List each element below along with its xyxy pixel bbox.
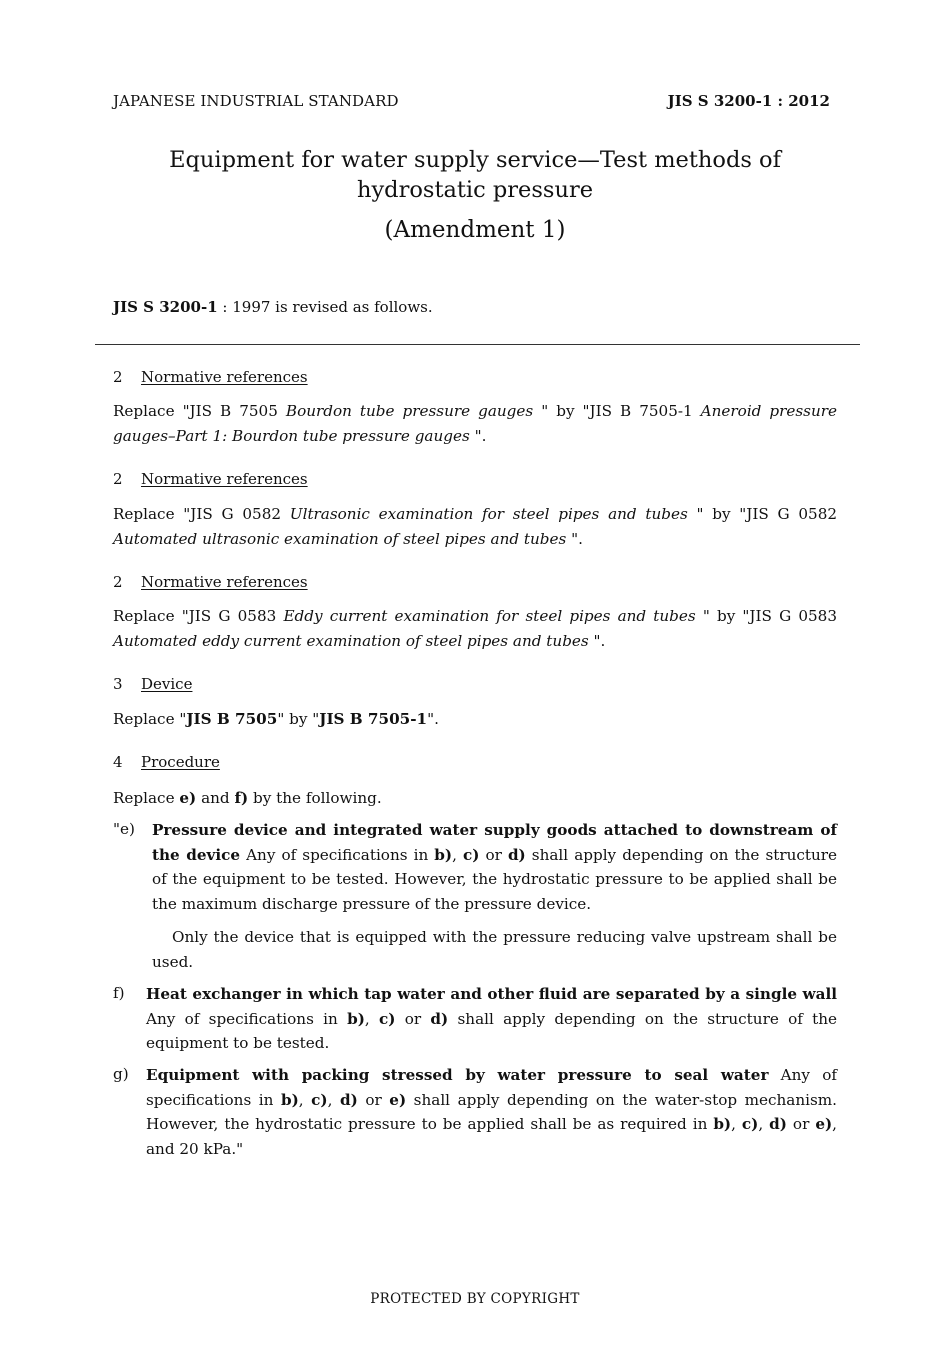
bold-reference: e) [179, 789, 197, 807]
list-item-body [146, 982, 837, 1056]
section-title: Procedure [141, 753, 220, 771]
italic-title: Bourdon tube pressure gauges [285, 402, 534, 420]
bold-reference: d) [769, 1115, 787, 1133]
section-number: 2 [113, 573, 123, 591]
section-heading [113, 368, 308, 386]
text-run: by the following. [248, 789, 382, 807]
revision-intro-text: : 1997 is revised as follows. [217, 298, 433, 316]
text-run: shall apply depending on the structure of the equipment to be tested. However, the hydrostatic pressure to be applied shall be the maximum discharge pressure of the pressure device. [152, 845, 838, 913]
section-title: Normative references [141, 573, 308, 591]
text-run: , [364, 1009, 379, 1028]
section-title: Normative references [141, 470, 308, 488]
section-paragraph [113, 707, 837, 732]
bold-reference: b) [713, 1115, 732, 1133]
bold-code: JIS B 7505-1 [319, 710, 428, 728]
text-run: " by "JIS G 0582 [687, 505, 838, 523]
divider-line [95, 344, 860, 345]
list-item-body [152, 818, 837, 916]
bold-reference: e) [815, 1115, 833, 1133]
bold-reference: c) [462, 845, 480, 864]
bold-reference: c) [311, 1090, 328, 1109]
text-run: Any of specifications in [240, 845, 435, 864]
item-heading: Heat exchanger in which tap water and other fluid are separated by a single wall [146, 985, 837, 1003]
text-run: , and 20 kPa." [146, 1115, 837, 1158]
text-run: , [731, 1115, 742, 1133]
text-run: ". [469, 426, 487, 445]
document-title-line1: Equipment for water supply service—Test methods of [169, 147, 781, 173]
italic-title: Eddy current examination for steel pipes and tubes [283, 607, 696, 625]
section-heading [113, 470, 308, 488]
section-heading [113, 573, 308, 591]
amendment-label: (Amendment 1) [384, 217, 566, 243]
text-run: , [452, 845, 463, 864]
standard-number-header: JIS S 3200-1 : 2012 [667, 92, 830, 110]
bold-reference: d) [507, 845, 526, 864]
italic-title: Automated ultrasonic examination of steel pipes and tubes [113, 529, 567, 548]
section-heading [113, 675, 192, 693]
text-run: ". [566, 529, 583, 548]
text-run: Replace " [113, 710, 187, 728]
text-run: ". [588, 631, 606, 650]
italic-title: Aneroid pressure gauges–Part 1: Bourdon tube pressure gauges [113, 402, 837, 445]
text-run: Any of specifications in [146, 1066, 837, 1109]
section-number: 2 [113, 368, 123, 386]
section-title: Normative references [141, 368, 308, 386]
italic-title: Ultrasonic examination for steel pipes and tubes [289, 505, 688, 523]
text-run: Replace "JIS G 0583 [113, 607, 284, 625]
text-run: Any of specifications in [146, 1009, 348, 1028]
text-run: , [298, 1090, 312, 1109]
section-number: 3 [113, 675, 123, 693]
list-item-label: "e) [113, 820, 135, 838]
text-run: or [395, 1009, 431, 1028]
text-run: Replace [113, 789, 180, 807]
bold-reference: b) [280, 1090, 299, 1109]
list-item-label: g) [113, 1065, 129, 1083]
standard-type-header: JAPANESE INDUSTRIAL STANDARD [113, 92, 399, 110]
bold-reference: e) [389, 1090, 407, 1109]
text-run: shall apply depending on the structure of the equipment to be tested. [146, 1009, 838, 1052]
list-item-label: f) [113, 984, 125, 1002]
text-run: or [357, 1090, 390, 1109]
bold-reference: b) [434, 845, 453, 864]
section-number: 4 [113, 753, 123, 771]
section-paragraph [113, 786, 837, 811]
bold-code: JIS B 7505 [186, 710, 278, 728]
text-run: " by "JIS G 0583 [695, 607, 838, 625]
text-run: shall apply depending on the water-stop mechanism. However, the hydrostatic pressure to be applied shall be as required in [146, 1090, 837, 1133]
document-title-line2: hydrostatic pressure [356, 177, 594, 203]
text-run: , [327, 1090, 340, 1109]
text-run: ". [427, 710, 439, 728]
text-run: and [196, 789, 235, 807]
revised-standard-code: JIS S 3200-1 [113, 298, 218, 316]
section-title: Device [141, 675, 193, 693]
section-number: 2 [113, 470, 123, 488]
revision-intro [113, 298, 433, 316]
text-run: or [786, 1115, 816, 1133]
text-run: " by " [277, 710, 320, 728]
list-item-note: Only the device that is equipped with the pressure reducing valve upstream shall be used. [152, 928, 837, 971]
text-run: or [479, 845, 508, 864]
item-heading: Equipment with packing stressed by water pressure to seal water [146, 1066, 769, 1084]
bold-reference: d) [339, 1090, 358, 1109]
section-paragraph [113, 399, 837, 448]
section-paragraph [113, 604, 837, 653]
item-heading: Pressure device and integrated water supply goods attached to downstream of the device [152, 821, 837, 864]
text-run: , [758, 1115, 770, 1133]
italic-title: Automated eddy current examination of steel pipes and tubes [113, 631, 589, 650]
text-run: Replace "JIS B 7505 [113, 402, 286, 420]
bold-reference: c) [741, 1115, 759, 1133]
bold-reference: f) [234, 789, 249, 807]
section-paragraph [113, 502, 837, 551]
text-run: " by "JIS B 7505-1 [533, 402, 701, 420]
text-run: Replace "JIS G 0582 [113, 505, 290, 523]
section-heading [113, 753, 220, 771]
bold-reference: b) [347, 1009, 365, 1028]
list-item-body [146, 1063, 837, 1161]
copyright-footer: PROTECTED BY COPYRIGHT [370, 1291, 580, 1307]
bold-reference: d) [430, 1009, 449, 1028]
bold-reference: c) [379, 1009, 396, 1028]
